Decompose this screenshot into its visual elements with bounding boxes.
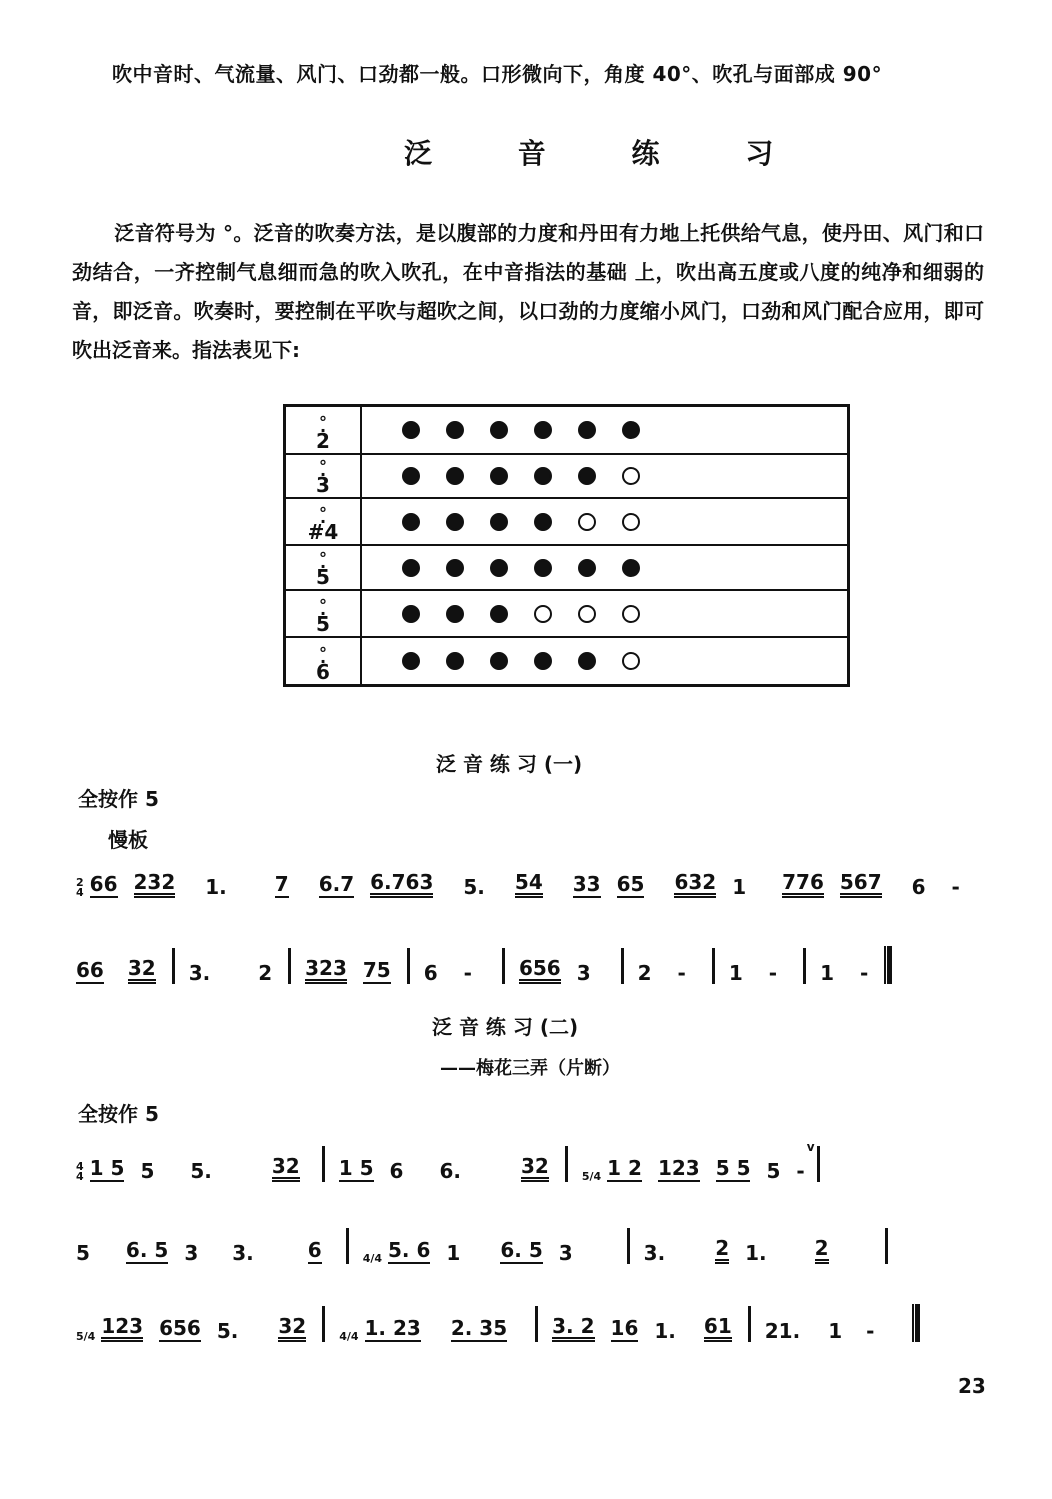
note: 32 [128, 957, 156, 984]
note: 123 [657, 1156, 700, 1180]
note: - [866, 1319, 875, 1343]
note: 61 [704, 1315, 732, 1342]
note: 6.7 [318, 872, 355, 896]
note: 656 [519, 957, 561, 984]
note: 2. 35 [450, 1316, 508, 1340]
exercise2-key: 全按作 5 [78, 1102, 159, 1126]
note: 1 [828, 1319, 843, 1343]
time-signature: 5/4 [76, 1330, 96, 1343]
note-label: ° 2 · [316, 431, 330, 451]
fingering-row [286, 455, 847, 499]
note: 6 [307, 1238, 322, 1262]
description-paragraph [72, 214, 984, 370]
exercise2-title: 泛 音 练 习 (二) [432, 1015, 579, 1039]
note-label: ° 5 · [316, 614, 330, 634]
note: 66 [76, 958, 104, 982]
bar-line [535, 1306, 538, 1342]
fingering-table [283, 404, 850, 687]
note: 323 [305, 957, 347, 984]
bar-line [627, 1228, 630, 1264]
note: 54 [515, 871, 543, 898]
time-signature: 5/4 [581, 1170, 602, 1183]
bar-line [621, 948, 624, 984]
note: 75 [362, 958, 391, 982]
note: 32 [521, 1155, 549, 1182]
note: 123 [101, 1315, 143, 1342]
note: 656 [159, 1316, 201, 1340]
note: - [796, 1159, 805, 1183]
intro-line: 吹中音时、气流量、风门、口劲都一般。口形微向下，角度 40°、吹孔与面部成 90° [112, 62, 883, 86]
note: 3 [576, 961, 591, 985]
note: 3 [184, 1241, 199, 1265]
time-signature: 2 4 [76, 876, 84, 899]
paragraph-text: 泛音符号为 °。泛音的吹奏方法，是以腹部的力度和丹田有力地上托供给气息，使丹田、风门和口劲结合，一齐控制气息细而急的吹入吹孔，在中音指法的基础 上，吹出高五度或八度的纯净和细弱的音，即泛音。吹奏时，要控制在平吹与超吹之间，以口劲的力度缩小风门，口劲和风门配合应用，即可吹出泛音来。指法表见下: [72, 221, 984, 362]
note: 3. [643, 1241, 666, 1265]
note: - [463, 961, 472, 985]
fingering-row [286, 407, 847, 455]
note: 3. 2 [552, 1315, 594, 1342]
note: 1. [205, 875, 227, 899]
note: 2 [715, 1237, 729, 1264]
note: 6. 5 [500, 1238, 543, 1262]
bar-line [288, 948, 291, 984]
bar-line [803, 948, 806, 984]
note: 5 5 [715, 1156, 751, 1180]
fingering-row [286, 499, 847, 546]
time-signature: 4 4 [76, 1160, 84, 1183]
note-label: ° #4 · [308, 522, 339, 542]
bar-line [565, 1146, 568, 1182]
note: 2 [815, 1237, 829, 1264]
exercise2-staff-line2 [76, 1218, 982, 1264]
note: 1 5 [338, 1156, 374, 1180]
exercise1-title: 泛 音 练 习 (一) [436, 752, 583, 776]
note: 1. 23 [364, 1316, 421, 1340]
exercise2-staff-line1 [76, 1136, 982, 1182]
fingering-row [286, 591, 847, 638]
note: 567 [840, 871, 882, 898]
bar-line [346, 1228, 349, 1264]
note: 1 5 [89, 1156, 125, 1180]
note: 32 [272, 1155, 300, 1182]
note: 3 [558, 1241, 573, 1265]
note: - [860, 961, 869, 985]
exercise1-key: 全按作 5 [78, 787, 159, 811]
note: 5 [140, 1159, 155, 1183]
note: 776 [782, 871, 824, 898]
note: 5. [463, 875, 485, 899]
note: 2 [258, 961, 273, 985]
note: 33 [572, 872, 601, 896]
note: 5. [190, 1159, 212, 1183]
note: 5. [216, 1319, 239, 1343]
fingering-row [286, 546, 847, 591]
note: 6 [389, 1159, 404, 1183]
note: 1. [745, 1241, 767, 1265]
note: 6.763 [370, 871, 433, 898]
note-label: ° 6 · [316, 662, 330, 682]
note: 66 [89, 872, 118, 896]
note: 1 [728, 961, 743, 985]
bar-line [712, 948, 715, 984]
bar-line [322, 1306, 325, 1342]
bar-line [407, 948, 410, 984]
time-signature: 4/4 [362, 1252, 383, 1265]
note-label: ° 5 · [316, 567, 330, 587]
bar-line [748, 1306, 751, 1342]
bar-line [502, 948, 505, 984]
note: 7 [274, 872, 289, 896]
exercise2-subtitle: ——梅花三弄（片断） [440, 1058, 620, 1079]
note: 2 [637, 961, 652, 985]
page-number: 23 [958, 1374, 986, 1398]
note: 6 [423, 961, 438, 985]
bar-line [817, 1146, 820, 1182]
note: 21. [764, 1319, 801, 1343]
note: - [677, 961, 686, 985]
exercise1-staff-line1 [76, 852, 982, 898]
note: 5 [766, 1159, 781, 1183]
note: 16 [610, 1316, 639, 1340]
bar-line [172, 948, 175, 984]
note: 6. 5 [125, 1238, 169, 1262]
exercise1-staff-line2 [76, 938, 982, 984]
fingering-row [286, 638, 847, 684]
note: 65 [616, 872, 645, 896]
final-barline [912, 1304, 920, 1342]
note: - [768, 961, 778, 985]
note: 5 [76, 1241, 90, 1265]
note: 632 [674, 871, 716, 898]
exercise1-tempo: 慢板 [108, 828, 148, 852]
section-title: 泛 音 练 习 [404, 137, 812, 170]
note: 1 2 [607, 1156, 642, 1180]
time-signature: 4/4 [339, 1330, 359, 1343]
note: 1 [446, 1241, 461, 1265]
note: 232 [134, 871, 176, 898]
note: 3. [188, 961, 211, 985]
note: 32 [278, 1315, 306, 1342]
note: - [951, 875, 960, 899]
note-label: ° 3 · [316, 475, 330, 495]
exercise2-staff-line3 [76, 1296, 982, 1342]
note: 1 [732, 875, 747, 899]
bar-line [322, 1146, 325, 1182]
bar-line [885, 1228, 888, 1264]
note: 6. [439, 1159, 461, 1183]
breath-mark: v [806, 1140, 815, 1154]
final-barline [884, 946, 892, 984]
note: 1. [654, 1319, 676, 1343]
note: 3. [232, 1241, 254, 1265]
note: 1 [820, 961, 835, 985]
note: 5. 6 [388, 1238, 431, 1262]
note: 6 [911, 875, 926, 899]
